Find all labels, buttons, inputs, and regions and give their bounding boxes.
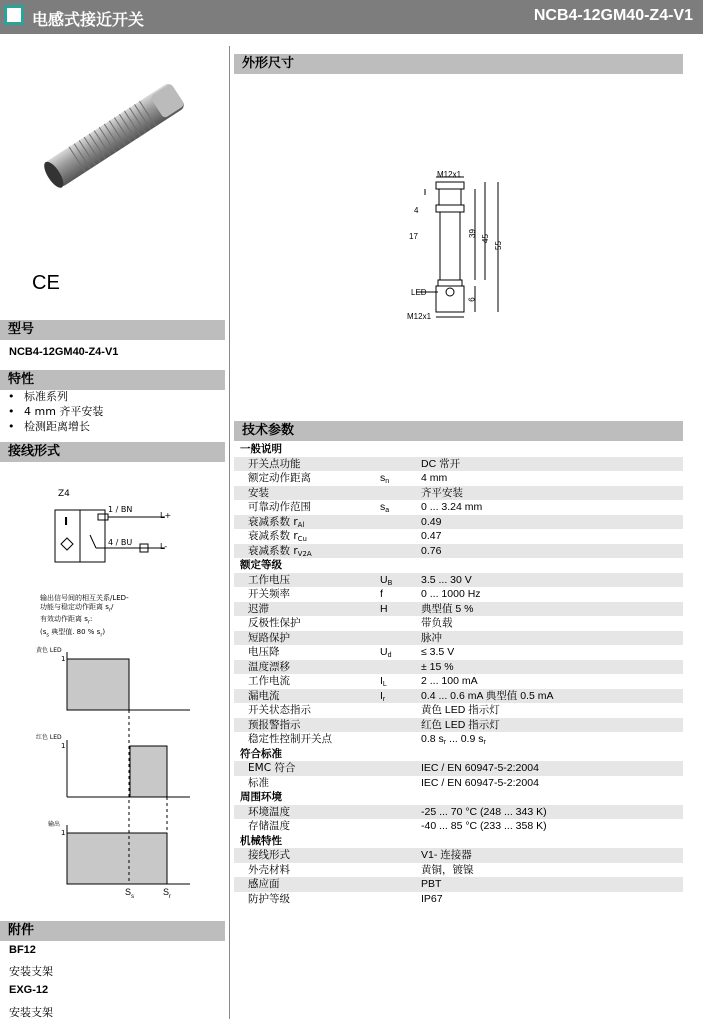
signal-note-line3: 有效动作距离 $s_r$: <box>40 615 93 626</box>
spec-value: 0.47 <box>421 530 442 542</box>
spec-label: 衰减系数 $r_{V2A}$ <box>248 544 312 558</box>
spec-group-title: 额定等级 <box>240 559 282 571</box>
dim-led: LED <box>411 288 427 297</box>
wiring-lminus: L- <box>160 542 168 551</box>
list-item: • 4 mm 齐平安装 <box>8 404 103 419</box>
signal-note-line1: 输出信号间的相互关系/LED- <box>40 594 129 602</box>
spec-symbol: $U_B$ <box>380 573 393 587</box>
spec-value: IEC / EN 60947-5-2:2004 <box>421 776 539 789</box>
spec-label: 工作电流 <box>248 675 290 687</box>
spec-symbol: f <box>380 588 383 600</box>
accessory-desc: 安装支架 <box>9 965 53 978</box>
table-row <box>234 689 683 704</box>
spec-group-title: 符合标准 <box>240 747 282 760</box>
table-row <box>234 761 683 776</box>
accessory-name: BF12 <box>9 944 36 956</box>
dim-m12-top: M12x1 <box>437 170 462 179</box>
ce-mark: CE <box>32 272 60 294</box>
spec-value: 0.49 <box>421 515 442 528</box>
table-row <box>234 703 683 718</box>
table-row <box>234 674 683 689</box>
table-row <box>234 602 683 617</box>
spec-symbol: $U_d$ <box>380 646 392 659</box>
spec-label: 工作电压 <box>248 573 290 586</box>
type-value: NCB4-12GM40-Z4-V1 <box>9 346 119 358</box>
spec-label: 额定动作距离 <box>248 472 311 484</box>
spec-label: 衰减系数 $r_{Cu}$ <box>248 530 307 543</box>
table-row <box>234 732 683 747</box>
spec-label: 短路保护 <box>248 631 290 644</box>
table-row <box>234 892 683 907</box>
spec-value: 脉冲 <box>421 631 442 644</box>
accessories-heading: 附件 <box>0 921 225 941</box>
spec-label: 漏电流 <box>248 689 280 702</box>
table-row <box>234 805 683 820</box>
spec-label: 反极性保护 <box>248 617 301 629</box>
signal-note-line4: ($s_s$ 典型值. 80 % $s_r$) <box>40 627 106 639</box>
type-heading: 型号 <box>0 320 225 340</box>
spec-symbol: $s_a$ <box>380 501 390 514</box>
spec-value: PBT <box>421 878 442 890</box>
dim-4: 4 <box>414 206 419 215</box>
table-row <box>234 848 683 863</box>
spec-value: -40 ... 85 °C (233 ... 358 K) <box>421 820 547 832</box>
signal-note <box>40 594 129 640</box>
spec-symbol: $I_L$ <box>380 675 387 688</box>
table-row <box>234 718 683 733</box>
spec-value: -25 ... 70 °C (248 ... 343 K) <box>421 805 547 818</box>
spec-value: V1- 连接器 <box>421 849 472 861</box>
spec-label: 感应面 <box>248 878 280 890</box>
list-item: • 标准系列 <box>8 389 103 404</box>
spec-label: 开关频率 <box>248 588 290 600</box>
spec-symbol: $s_n$ <box>380 472 390 485</box>
spec-label: 电压降 <box>248 646 280 658</box>
table-row <box>234 457 683 472</box>
spec-value: 黄色 LED 指示灯 <box>421 704 500 716</box>
wiring-lplus: L+ <box>160 511 172 520</box>
spec-value: 红色 LED 指示灯 <box>421 718 500 731</box>
dim-m12-bot: M12x1 <box>407 312 432 321</box>
dim-39: 39 <box>467 229 477 238</box>
spec-label: 稳定性控制开关点 <box>248 733 332 745</box>
spec-group-title: 一般说明 <box>240 443 282 455</box>
wiring-symbol: I <box>64 515 69 528</box>
table-row <box>234 645 683 660</box>
spec-group-title: 周围环境 <box>240 791 282 803</box>
spec-value: 2 ... 100 mA <box>421 675 478 687</box>
timing-yellow-label: 黄色 LED <box>36 647 62 654</box>
product-photo <box>30 60 200 210</box>
spec-value: ≤ 3.5 V <box>421 646 455 658</box>
spec-symbol: $I_r$ <box>380 689 386 703</box>
table-row <box>234 863 683 878</box>
spec-value: 4 mm <box>421 472 448 484</box>
spec-value: IEC / EN 60947-5-2:2004 <box>421 762 539 774</box>
spec-label: 防护等级 <box>248 892 290 905</box>
spec-value: ± 15 % <box>421 660 454 673</box>
table-row <box>234 819 683 834</box>
spec-label: 外壳材料 <box>248 863 290 876</box>
spec-label: 可靠动作范围 <box>248 501 311 513</box>
spec-label: 标准 <box>248 776 269 789</box>
spec-value: 0 ... 1000 Hz <box>421 588 481 600</box>
page-title: 电感式接近开关 <box>32 10 145 29</box>
timing-sr-label: $S_r$ <box>163 887 172 900</box>
header-logo-box <box>4 5 24 25</box>
dim-17: 17 <box>409 232 418 241</box>
wiring-code: Z4 <box>58 489 70 499</box>
spec-value: 3.5 ... 30 V <box>421 573 472 586</box>
spec-label: 接线形式 <box>248 849 290 861</box>
page-header <box>0 0 703 34</box>
specs-heading: 技术参数 <box>234 421 683 441</box>
features-heading: 特性 <box>0 370 225 390</box>
table-row <box>234 877 683 892</box>
spec-value: 0.4 ... 0.6 mA 典型值 0.5 mA <box>421 689 554 702</box>
spec-value: IP67 <box>421 892 443 905</box>
table-row <box>234 573 683 588</box>
spec-label: 开关点功能 <box>248 457 301 470</box>
spec-symbol: H <box>380 602 388 615</box>
timing-diagram <box>30 640 220 900</box>
accessory-desc: 安装支架 <box>9 1006 53 1019</box>
spec-label: 开关状态指示 <box>248 704 311 716</box>
table-row <box>234 587 683 602</box>
spec-value: 0.8 $s_r$ ... 0.9 $s_r$ <box>421 733 486 746</box>
spec-label: 迟滞 <box>248 602 269 615</box>
spec-group-title: 机械特性 <box>240 834 282 847</box>
table-row <box>234 471 683 486</box>
spec-value: 带负载 <box>421 617 453 629</box>
accessory-name: EXG-12 <box>9 984 49 996</box>
wiring-heading: 接线形式 <box>0 442 225 462</box>
table-row <box>234 544 683 559</box>
column-divider <box>229 46 230 1019</box>
wiring-pin1: 1 / BN <box>108 505 133 514</box>
timing-output-one: 1 <box>61 829 66 837</box>
signal-note-line2: 功能与稳定动作距离 $s_r/$ <box>40 603 114 614</box>
table-row <box>234 486 683 501</box>
timing-red-one: 1 <box>61 742 66 750</box>
dimensions-heading: 外形尺寸 <box>234 54 683 74</box>
dim-45: 45 <box>480 234 490 243</box>
spec-label: 存储温度 <box>248 820 290 832</box>
spec-value: 黄铜，镀镍 <box>421 863 474 876</box>
spec-label: 预报警指示 <box>248 718 301 731</box>
spec-label: 安装 <box>248 486 269 499</box>
list-item: • 检测距离增长 <box>8 419 103 434</box>
spec-label: 温度漂移 <box>248 660 290 673</box>
timing-red-label: 红色 LED <box>36 734 62 741</box>
table-row <box>234 500 683 515</box>
spec-value: 齐平安装 <box>421 486 463 499</box>
table-row <box>234 631 683 646</box>
spec-value: 0.76 <box>421 544 442 557</box>
spec-label: EMC 符合 <box>248 762 296 774</box>
table-row <box>234 515 683 530</box>
features-list <box>8 389 103 434</box>
table-row <box>234 529 683 544</box>
table-row <box>234 616 683 631</box>
table-row <box>234 776 683 791</box>
dim-55: 55 <box>493 241 503 250</box>
timing-yellow-one: 1 <box>61 655 66 663</box>
header-model: NCB4-12GM40-Z4-V1 <box>533 7 693 24</box>
spec-value: DC 常开 <box>421 457 461 470</box>
spec-value: 典型值 5 % <box>421 602 474 615</box>
spec-value: 0 ... 3.24 mm <box>421 501 483 513</box>
wiring-pin4: 4 / BU <box>108 538 133 547</box>
spec-label: 环境温度 <box>248 805 290 818</box>
timing-output-label: 输出 <box>48 821 61 828</box>
spec-label: 衰减系数 $r_{Al}$ <box>248 515 305 529</box>
table-row <box>234 660 683 675</box>
dim-6: 6 <box>467 297 477 302</box>
timing-ss-label: $S_s$ <box>125 887 135 900</box>
